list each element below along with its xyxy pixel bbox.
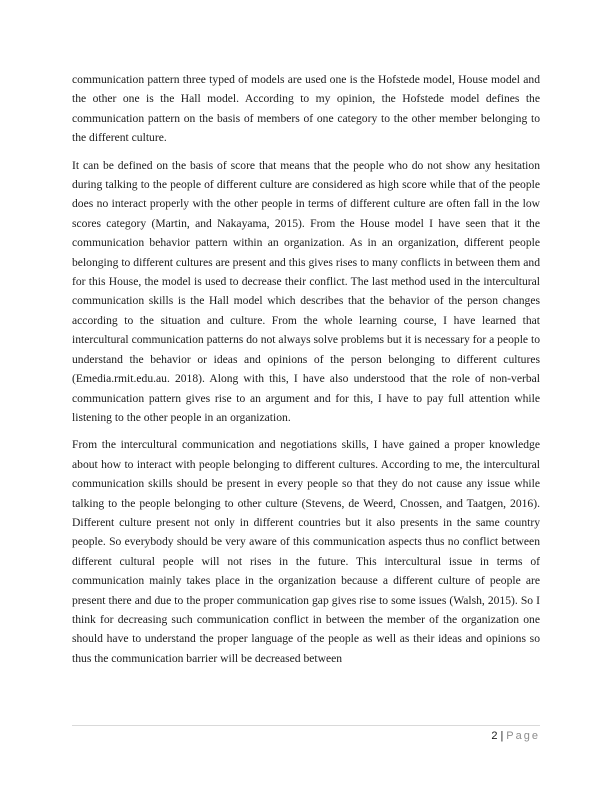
- page-label: Page: [506, 730, 540, 742]
- paragraph-3: From the intercultural communication and negotiations skills, I have gained a proper knowledge about how to interact with people belonging to different cultures. According to me, the intercultural communication skills should be present in every people so that they do not cause any issue while talking to the people belonging to other culture (Stevens, de Weerd, Cnossen, and Taatgen, 2016). Different culture present not only in different countries but it also presents in the same country people. So everybody should be very aware of this communication aspects thus no conflict between different cultural people will not rises in the future. This intercultural issue in terms of communication mainly takes place in the organization because a different culture of people are present there and due to the proper communication gap gives rise to some issues (Walsh, 2015). So I think for decreasing such communication conflict in between the member of the organization one should have to understand the proper language of the people as well as their ideas and opinions so thus the communication barrier will be decreased between: [72, 438, 540, 665]
- paragraph-2: It can be defined on the basis of score that means that the people who do not show any hesitation during talking to the people of different culture are considered as high score while that of the people does no interact properly with the other people in terms of different culture are often fall in the low scores category (Martin, and Nakayama, 2015). From the House model I have seen that it the communication behavior pattern within an organization. As in an organization, different people belonging to different cultures are present and this gives rises to many conflicts in between them and for this House, the model is used to decrease their conflict. The last method used in the intercultural communication skills is the Hall model which describes that the behavior of the person changes according to the situation and culture. From the whole learning course, I have learned that intercultural communication patterns do not always solve problems but it is necessary for a people to understand the behavior or ideas and opinions of the person belonging to different cultures (Emedia.rmit.edu.au. 2018). Along with this, I have also understood that the role of non-verbal communication pattern gives rise to an argument and for this, I have to pay full attention while listening to the other people in an organization.: [72, 158, 540, 424]
- page-number: 2: [491, 730, 498, 742]
- footer-divider: [72, 725, 540, 726]
- body-text: [72, 70, 540, 676]
- footer-separator: |: [500, 730, 504, 742]
- page-footer: [491, 729, 540, 743]
- paragraph-1: communication pattern three typed of models are used one is the Hofstede model, House model and the other one is the Hall model. According to my opinion, the Hofstede model defines the communication pattern on the basis of members of one category to the other member belonging to the different culture.: [72, 73, 540, 145]
